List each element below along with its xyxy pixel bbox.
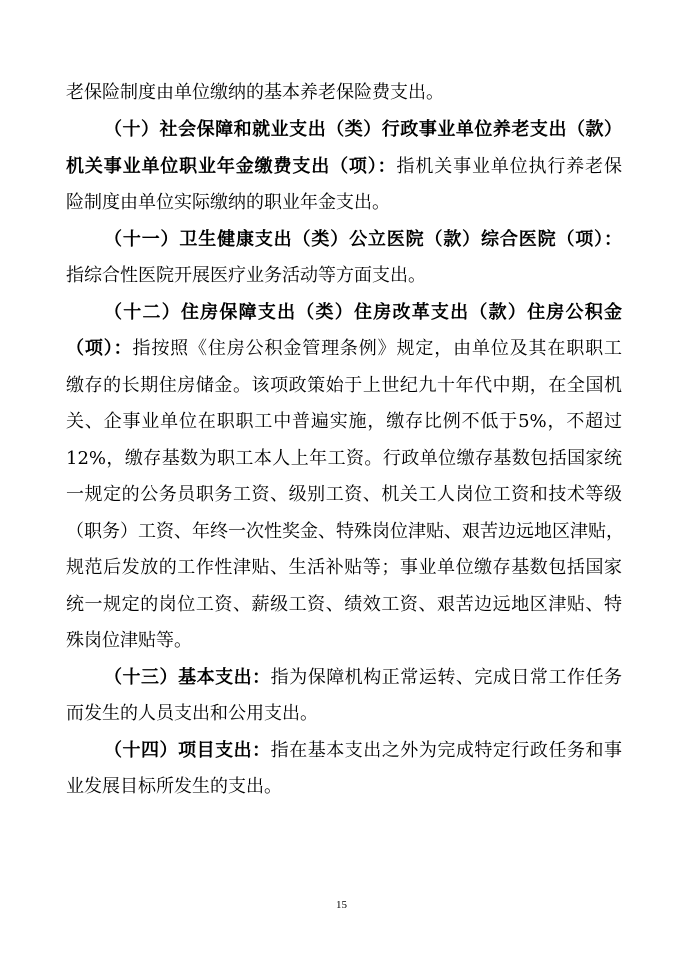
body-text: 殊岗位津贴等。 [66, 630, 192, 651]
section-heading: （十）社会保障和就业支出（类）行政事业单位养老支出（款） [104, 119, 622, 140]
body-text: 一规定的公务员职务工资、级别工资、机关工人岗位工资和技术等级 [66, 484, 622, 505]
body-text: 指在基本支出之外为完成特定行政任务和事 [270, 740, 623, 761]
body-text: 老保险制度由单位缴纳的基本养老保险费支出。 [66, 82, 444, 103]
text-line [66, 78, 622, 108]
text-line [104, 663, 622, 693]
section-heading: （十三）基本支出： [104, 667, 271, 688]
body-text: （职务）工资、年终一次性奖金、特殊岗位津贴、艰苦边远地区津贴， [66, 521, 624, 542]
body-text: 险制度由单位实际缴纳的职业年金支出。 [66, 192, 390, 213]
body-text: 关、企事业单位在职职工中普遍实施，缴存比例不低于5%，不超过 [66, 411, 622, 432]
text-line [104, 736, 622, 766]
section-heading: （十二）住房保障支出（类）住房改革支出（款）住房公积金 [104, 302, 622, 323]
text-line [66, 152, 622, 182]
body-text: 指为保障机构正常运转、完成日常工作任务 [270, 667, 623, 688]
text-line [66, 590, 622, 620]
text-line [66, 261, 622, 291]
section-heading: （十四）项目支出： [104, 740, 271, 761]
body-text: 业发展目标所发生的支出。 [66, 776, 282, 797]
page-number: 15 [336, 899, 347, 911]
body-text: 规范后发放的工作性津贴、生活补贴等；事业单位缴存基数包括国家 [66, 557, 622, 578]
section-heading: （项）： [66, 338, 133, 359]
body-text: 12%，缴存基数为职工本人上年工资。行政单位缴存基数包括国家统 [66, 448, 622, 469]
text-line [104, 115, 622, 145]
body-text: 指机关事业单位执行养老保 [396, 156, 622, 177]
body-text: 统一规定的岗位工资、薪级工资、绩效工资、艰苦边远地区津贴、特 [66, 594, 622, 615]
text-line [66, 371, 622, 401]
text-line [104, 225, 622, 255]
text-line [66, 444, 622, 474]
text-line [66, 626, 622, 656]
section-heading: 机关事业单位职业年金缴费支出（项）： [66, 156, 397, 177]
text-line [66, 407, 622, 437]
section-heading: （十一）卫生健康支出（类）公立医院（款）综合医院（项）： [104, 229, 622, 250]
body-text: 而发生的人员支出和公用支出。 [66, 703, 318, 724]
text-line [104, 298, 622, 328]
text-line [66, 334, 622, 364]
text-line [66, 553, 622, 583]
text-line [66, 699, 622, 729]
text-line [66, 188, 622, 218]
body-text: 缴存的长期住房储金。该项政策始于上世纪九十年代中期，在全国机 [66, 375, 622, 396]
text-line [66, 480, 622, 510]
text-line [66, 517, 622, 547]
body-text: 指综合性医院开展医疗业务活动等方面支出。 [66, 265, 426, 286]
text-line [66, 772, 622, 802]
body-text: 指按照《住房公积金管理条例》规定，由单位及其在职职工 [132, 338, 623, 359]
